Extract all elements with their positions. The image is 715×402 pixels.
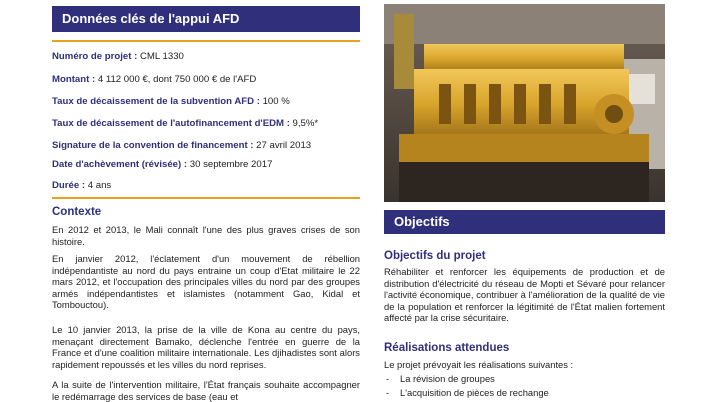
expected-results-title: Réalisations attendues [384,342,510,354]
key-fact-self-financing-disbursement: Taux de décaissement de l'autofinancement d'EDM : 9,5%* [52,118,319,129]
divider [52,40,360,42]
list-item: - L'acquisition de pièces de rechange [384,386,549,400]
objectives-text: Réhabiliter et renforcer les équipements de production et de distribution d'électricité du réseau de Mopti et Sévaré pour relancer l'activité économique, contribuer à l'amélioration de la qualité de vie de la population et renforcer la légitimité de l'État malien fortement affecté par la crise sécuritaire. [384,266,665,323]
key-fact-subsidy-disbursement: Taux de décaissement de la subvention AFD : 100 % [52,96,290,107]
context-paragraph: En janvier 2012, l'éclatement d'un mouvement de rébellion indépendantiste au nord du pays entraine un coup d'Etat militaire le 22 mars 2012, et l'occupation des principales villes du nord par des groupes armés indépendantistes et islamistes (notamment Gao, Kidal et Tombouctou). [52,253,360,310]
generator-engine-icon [384,4,665,202]
context-title: Contexte [52,206,102,218]
list-item: - La révision de groupes [384,372,549,386]
context-paragraph: A la suite de l'intervention militaire, l'État français souhaite accompagner le redémarrage des services de base (eau et [52,379,360,402]
key-fact-project-number: Numéro de projet : CML 1330 [52,51,184,62]
key-fact-signature-date: Signature de la convention de financement : 27 avril 2013 [52,140,312,151]
divider [52,197,360,199]
key-fact-completion-date: Date d'achèvement (révisée) : 30 septembre 2017 [52,159,273,170]
key-fact-amount: Montant : 4 112 000 €, dont 750 000 € de l'AFD [52,74,257,85]
expected-results-intro: Le projet prévoyait les réalisations suivantes : [384,359,574,370]
generator-photo [384,4,665,202]
context-paragraph: Le 10 janvier 2013, la prise de la ville de Kona au centre du pays, menaçant directement Bamako, déclenche l'entrée en guerre de la France et d'une coalition militaire internationale. Les djihadistes sont alors rapidement repoussés et les villes du nord reprises. [52,324,360,370]
context-paragraph: En 2012 et 2013, le Mali connaît l'une des plus graves crises de son histoire. [52,224,360,247]
key-data-header: Données clés de l'appui AFD [52,6,360,32]
expected-results-list [384,372,549,400]
key-fact-duration: Durée : 4 ans [52,180,112,191]
objectives-title: Objectifs du projet [384,250,486,262]
objectives-header: Objectifs [384,210,665,234]
